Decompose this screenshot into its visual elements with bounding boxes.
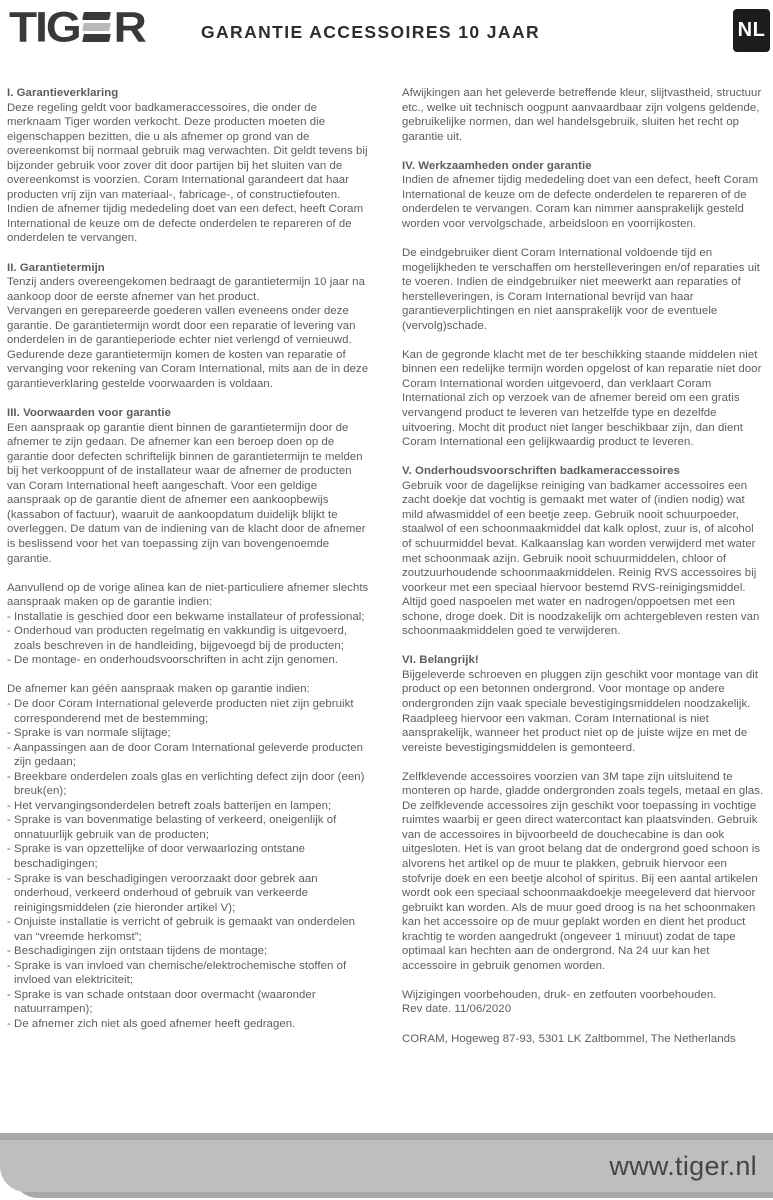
condition-item: - Onderhoud van producten regelmatig en vakkundig is uitgevoerd, zoals beschreven in de handleiding, bijgevoegd bij de producten; [7,625,348,652]
exclusion-item: - Sprake is van invloed van chemische/elektrochemische stoffen of invloed van elektriciteit; [7,959,347,987]
language-badge: NL [733,9,770,52]
section-vi-para-1: Bijgeleverde schroeven en pluggen zijn geschikt voor montage van dit product op een betonnen ondergrond. Voor montage op andere ondergronden zijn vaak speciale bevestigingsmiddelen noodzakelijk. Raadpleeg hiervoor een vakman. Coram International is niet aansprakelijk, wanneer het product niet op de juiste wijze en met de vereiste bevestigingsmiddelen is gemonteerd. [402,668,759,754]
left-column [7,86,371,1046]
deviations-para: Afwijkingen aan het geleverde betreffende kleur, slijtvastheid, structuur etc., welke uit technisch oogpunt aanvaardbaar zijn volgens geldende, gebruikelijke normen, dan wel handelsgebruik, sluiten het recht op garantie uit. [402,87,762,143]
exclusion-item: - Het vervangingsonderdelen betreft zoals batterijen en lampen; [7,799,332,812]
exclusion-item: - De afnemer zich niet als goed afnemer heeft gedragen. [7,1018,296,1030]
section-vi-heading: VI. Belangrijk! [402,654,479,667]
section-v-body: Gebruik voor de dagelijkse reiniging van badkamer accessoires een zacht doekje dat vochtig is gemaakt met water of (indien nodig) wat mild afwasmiddel of een beetje zeep. Gebruik nooit schuurpoeder, staalwol of een schoonmaakmiddel dat kalk oplost, zuur is, of alcohol of schuurmiddel bevat. Kalkaanslag kan worden verwijderd met water met schoonmaak azijn. Gebruik nooit schuurmiddelen, chloor of zoutzuurhoudende schoonmaakmiddelen. Reinig RVS accessoires bij voorkeur met een speciaal hiervoor bestemd RVS-reinigingsmiddel. Altijd goed naspoelen met water en nadrogen/oppoetsen met een schone, droge doek. Dit is noodzakelijk om achtergebleven resten van schoonmaakmiddelen goed te verwijderen. [402,479,760,638]
section-iv-para-3: Kan de gegronde klacht met de ter beschikking staande middelen niet binnen een redelijke termijn worden opgelost of kan reparatie niet door Coram International worden uitgevoerd, dan verklaart Coram International zich op verzoek van de afnemer bereid om een gratis vervangend product te leveren van hetzelfde type en dezelfde uitvoering. Mocht dit product niet langer beschikbaar zijn, dan dient Coram International een gelijkwaardig product te leveren. [402,348,762,449]
exclusion-item: - Breekbare onderdelen zoals glas en verlichting defect zijn door (een) breuk(en); [7,770,365,798]
exclusion-item: - Sprake is van schade ontstaan door overmacht (waaronder natuurrampen); [7,988,316,1016]
tiger-logo-e-bars-icon [83,12,110,42]
exclusions-intro: De afnemer kan géén aanspraak maken op garantie indien: [7,683,310,696]
document-body [7,86,766,1046]
section-ii-para-1: Tenzij anders overeengekomen bedraagt de garantietermijn 10 jaar na aankoop door de eerste afnemer van het product. [7,276,365,303]
conditions-intro: Aanvullend op de vorige alinea kan de niet-particuliere afnemer slechts aanspraak maken op de garantie indien: [7,581,369,609]
exclusion-item: - Sprake is van beschadigingen veroorzaakt door gebrek aan onderhoud, verkeerd onderhoud of gebruik van verkeerde reinigingsmiddelen (zie hieronder artikel V); [7,872,318,914]
right-column [402,86,766,1046]
section-vi-para-2: Zelfklevende accessoires voorzien van 3M tape zijn uitsluitend te monteren op harde, gladde ondergronden zoals tegels, metaal en glas. De zelfklevende accessoires zijn geschikt voor toepassing in vochtige ruimtes waarbij er geen direct watercontact kan plaatsvinden. Gebruik van de accessoires in bijvoorbeeld de douchecabine is dan ook uitgesloten. Het is van groot belang dat de ondergrond goed schoon is alvorens het artikel op de muur te plakken, gebruik hiervoor een stofvrije doek en een beetje alcohol of spiritus. Bij een aantal artikelen wordt ook een speciaal schoonmaakdoekje meegeleverd dat hiervoor gebruikt kan worden. Als de muur goed droog is na het schoonmaken kan het accessoire op de muur geplakt worden en dient het product krachtig te worden aangedrukt (ongeveer 1 minuut) zodat de tape optimaal kan hechten aan de ondergrond. Na 24 uur kan het accessoire in gebruik genomen worden. [402,770,764,972]
logo-e-bar-bottom [82,34,111,42]
logo-e-bar-middle [82,23,111,31]
rev-date: Rev date. 11/06/2020 [402,1003,512,1016]
logo-e-bar-top [82,12,111,20]
section-iv-heading: IV. Werkzaamheden onder garantie [402,159,592,172]
section-v-heading: V. Onderhoudsvoorschriften badkameraccessoires [402,465,680,478]
exclusion-item: - Sprake is van opzettelijke of door verwaarlozing ontstane beschadigingen; [7,843,305,870]
tiger-logo-text-tig: TIG [9,3,80,51]
footer-bar [0,1140,773,1192]
section-ii-heading: II. Garantietermijn [7,261,105,274]
condition-item: - Installatie is geschied door een bekwame installateur of professional; [7,610,365,623]
section-iii-body: Een aanspraak op garantie dient binnen de garantietermijn door de afnemer te zijn gedaan. De afnemer kan een beroep doen op de garantie door defecten schriftelijk binnen de garantietermijn te melden bij het verkooppunt of de installateur waar de afnemer de producten van Coram International heeft aangeschaft. Voor een geldige aanspraak op de garantie dient de afnemer een aankoopbewijs (kassabon of factuur), waaruit de aankoopdatum duidelijk blijkt te overleggen. De datum van de indiening van de klacht door de afnemer is beslissend voor het van toepassing zijn van bovengenoemde garantie. [7,421,366,565]
document-header [0,0,773,84]
section-iv-para-2: De eindgebruiker dient Coram International voldoende tijd en mogelijkheden te verschaffen om herstelleveringen en/of reparaties uit te voeren. Indien de eindgebruiker niet meewerkt aan reparaties of herstelleveringen, is Coram International bevrijd van haar garantieverplichtingen en niet aansprakelijk voor de eventuele (vervolg)schade. [402,247,760,332]
section-i-heading: I. Garantieverklaring [7,87,119,99]
tiger-logo-text-r: R [113,3,145,51]
exclusion-item: - De door Coram International geleverde producten niet zijn gebruikt corresponderend met de bestemming; [7,697,354,725]
tiger-logo [9,3,145,51]
exclusion-item: - Aanpassingen aan de door Coram International geleverde producten zijn gedaan; [7,741,364,769]
exclusion-item: - Onjuiste installatie is verricht of gebruik is gemaakt van onderdelen van “vreemde herkomst”; [7,916,355,943]
changes-reserved-note: Wijzigingen voorbehouden, druk- en zetfouten voorbehouden. [402,988,717,1001]
section-ii-para-3: Gedurende deze garantietermijn komen de kosten van reparatie of vervanging voor rekening van Coram International, mits aan de in deze garantieverklaring gestelde voorwaarden is voldaan. [7,348,369,390]
exclusion-item: - Sprake is van normale slijtage; [7,727,171,740]
section-i-body: Deze regeling geldt voor badkameraccessoires, die onder de merknaam Tiger worden verkocht. Deze producten moeten die eigenschappen bezitten, die u als afnemer op grond van de overeenkomst bij normaal gebruik mag verwachten. Dit geldt tevens bij bijzonder gebruik voor zover dit door partijen bij het sluiten van de overeenkomst is voorzien. Coram International garandeert dat haar producten vrij zijn van materiaal-, fabricage-, of constructiefouten. Indien de afnemer tijdig mededeling doet van een defect, heeft Coram International de keuze om de defecte onderdelen te repareren of de onderdelen te vervangen. [7,101,368,245]
page-title: GARANTIE ACCESSOIRES 10 JAAR [201,22,541,42]
section-iii-heading: III. Voorwaarden voor garantie [7,407,171,420]
website-url: www.tiger.nl [609,1150,757,1181]
section-ii-para-2: Vervangen en gerepareerde goederen vallen eveneens onder deze garantie. De garantietermijn wordt door een reparatie of levering van onderdelen in de garantieperiode echter niet verlengd of vernieuwd. [7,305,356,347]
section-iv-para-1: Indien de afnemer tijdig mededeling doet van een defect, heeft Coram International de keuze om de defecte onderdelen te repareren of de onderdelen te vervangen. Coram kan nimmer aansprakelijk gesteld worden voor vervolgschade, arbeidsloon en voorrijkosten. [402,174,759,230]
condition-item: - De montage- en onderhoudsvoorschriften in acht zijn genomen. [7,654,339,667]
exclusion-item: - Beschadigingen zijn ontstaan tijdens de montage; [7,945,268,958]
exclusion-item: - Sprake is van bovenmatige belasting of verkeerd, oneigenlijk of onnatuurlijk gebruik van de producten; [7,814,337,841]
company-address: CORAM, Hogeweg 87-93, 5301 LK Zaltbommel, The Netherlands [402,1032,736,1045]
